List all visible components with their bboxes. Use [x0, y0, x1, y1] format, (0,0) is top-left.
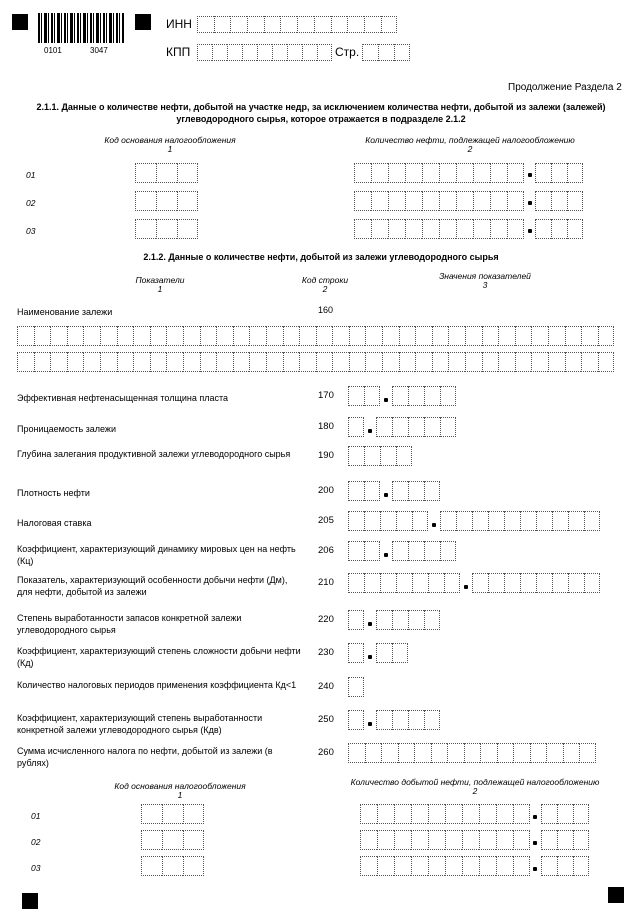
- decimal-point: [528, 201, 532, 205]
- field-170-dec[interactable]: [392, 386, 456, 406]
- bottom-base-code-field[interactable]: [141, 856, 204, 876]
- barcode-number-left: 0101: [44, 46, 62, 55]
- continuation-label: Продолжение Раздела 2: [508, 82, 622, 93]
- field-210-dec[interactable]: [472, 573, 600, 593]
- row-label: Степень выработанности запасов конкретной залежи углеводородного сырья: [17, 613, 242, 635]
- field-170-int[interactable]: [348, 386, 380, 406]
- row-label: Сумма исчисленного налога по нефти, добытой из залежи (в рублях): [17, 746, 273, 768]
- bottom-quantity-int-field[interactable]: [360, 856, 530, 876]
- col-indicators-header: Показатели: [135, 275, 185, 285]
- decimal-point: [464, 585, 468, 589]
- bottom-col2-header: Количество добытой нефти, подлежащей налогообложению: [350, 777, 600, 787]
- section-211-base-code-field[interactable]: [135, 163, 198, 183]
- row-label: Глубина залегания продуктивной залежи углеводородного сырья: [17, 449, 291, 459]
- field-230-dec[interactable]: [376, 643, 408, 663]
- section-211-title: 2.1.1. Данные о количестве нефти, добытой на участке недр, за исключением количества нефти, добытой из залежи (залежей) углеводородного сырья, которое отражается в подразделе 2.1.2: [36, 102, 606, 124]
- field-240[interactable]: [348, 677, 364, 697]
- section-211-quantity-int-field[interactable]: [354, 163, 524, 183]
- section-211-base-code-field[interactable]: [135, 219, 198, 239]
- kpp-label: КПП: [166, 45, 191, 59]
- row-code: 206: [318, 545, 334, 556]
- decimal-point: [384, 493, 388, 497]
- deposit-name-field-line2[interactable]: [17, 352, 614, 372]
- section-211-quantity-dec-field[interactable]: [535, 163, 583, 183]
- kpp-field[interactable]: [197, 44, 332, 61]
- row-code: 200: [318, 485, 334, 496]
- row-label: Количество налоговых периодов применения коэффициента Кд<1: [17, 680, 297, 690]
- field-230-int[interactable]: [348, 643, 364, 663]
- deposit-name-code: 160: [318, 305, 334, 315]
- section-211-quantity-int-field[interactable]: [354, 219, 524, 239]
- section-211-quantity-int-field[interactable]: [354, 191, 524, 211]
- bottom-quantity-dec-field[interactable]: [541, 830, 589, 850]
- field-200-int[interactable]: [348, 481, 380, 501]
- row-code: 260: [318, 747, 334, 758]
- decimal-point: [368, 722, 372, 726]
- barcode-number-right: 3047: [90, 46, 108, 55]
- field-250-int[interactable]: [348, 710, 364, 730]
- section-211-row-code: 01: [26, 170, 36, 180]
- section-211-col2-num: 2: [467, 144, 473, 154]
- section-211-row-code: 03: [26, 226, 36, 236]
- field-180-int[interactable]: [348, 417, 364, 437]
- corner-marker-bottom-right: [608, 887, 624, 903]
- row-code: 250: [318, 714, 334, 725]
- section-211-col2-header: Количество нефти, подлежащей налогообложению: [365, 135, 575, 145]
- row-label: Эффективная нефтенасыщенная толщина пласта: [17, 393, 229, 403]
- col-code-num: 2: [322, 284, 328, 294]
- bottom-base-code-field[interactable]: [141, 830, 204, 850]
- field-210-int[interactable]: [348, 573, 460, 593]
- row-label: Показатель, характеризующий особенности добычи нефти (Дм), для нефти, добытой из залежи: [17, 575, 288, 597]
- field-206-dec[interactable]: [392, 541, 456, 561]
- section-211-col1-header: Код основания налогообложения: [104, 135, 236, 145]
- page-number-field[interactable]: [362, 44, 410, 61]
- bottom-col1-num: 1: [177, 790, 183, 800]
- field-180-dec[interactable]: [376, 417, 456, 437]
- bottom-quantity-int-field[interactable]: [360, 804, 530, 824]
- bottom-row-code: 02: [31, 837, 41, 847]
- deposit-name-label: Наименование залежи: [17, 307, 113, 317]
- deposit-name-field-line1[interactable]: [17, 326, 614, 346]
- field-220-dec[interactable]: [376, 610, 440, 630]
- corner-marker-top-middle: [135, 14, 151, 30]
- field-220-int[interactable]: [348, 610, 364, 630]
- col-values-num: 3: [482, 280, 488, 290]
- field-205-dec[interactable]: [440, 511, 600, 531]
- decimal-point: [533, 815, 537, 819]
- bottom-row-code: 03: [31, 863, 41, 873]
- decimal-point: [368, 429, 372, 433]
- field-250-dec[interactable]: [376, 710, 440, 730]
- field-205-int[interactable]: [348, 511, 428, 531]
- inn-field[interactable]: [197, 16, 397, 33]
- bottom-quantity-dec-field[interactable]: [541, 856, 589, 876]
- barcode: [38, 13, 124, 53]
- row-code: 180: [318, 421, 334, 432]
- corner-marker-bottom-left: [22, 893, 38, 909]
- decimal-point: [533, 841, 537, 845]
- row-code: 170: [318, 390, 334, 401]
- row-code: 210: [318, 577, 334, 588]
- row-label: Проницаемость залежи: [17, 424, 116, 434]
- col-indicators-num: 1: [157, 284, 163, 294]
- page-label: Стр.: [335, 45, 360, 59]
- barcode-bars: [38, 13, 124, 43]
- bottom-row-code: 01: [31, 811, 41, 821]
- bottom-quantity-dec-field[interactable]: [541, 804, 589, 824]
- col-values-header: Значения показателей: [439, 271, 531, 281]
- field-260[interactable]: [348, 743, 596, 763]
- row-code: 240: [318, 681, 334, 692]
- bottom-quantity-int-field[interactable]: [360, 830, 530, 850]
- section-212-title: 2.1.2. Данные о количестве нефти, добытой из залежи углеводородного сырья: [143, 252, 499, 262]
- row-label: Коэффициент, характеризующий степень сложности добычи нефти (Кд): [17, 646, 301, 668]
- row-code: 230: [318, 647, 334, 658]
- decimal-point: [384, 398, 388, 402]
- section-211-base-code-field[interactable]: [135, 191, 198, 211]
- row-label: Коэффициент, характеризующий степень выработанности конкретной залежи углеводородного сырья (Кдв): [17, 713, 263, 735]
- section-211-row-code: 02: [26, 198, 36, 208]
- inn-label: ИНН: [166, 17, 192, 31]
- section-211-col1-num: 1: [167, 144, 173, 154]
- row-label: Налоговая ставка: [17, 518, 92, 528]
- section-211-quantity-dec-field[interactable]: [535, 191, 583, 211]
- decimal-point: [384, 553, 388, 557]
- decimal-point: [368, 622, 372, 626]
- bottom-col1-header: Код основания налогообложения: [114, 781, 246, 791]
- field-206-int[interactable]: [348, 541, 380, 561]
- bottom-col2-num: 2: [472, 786, 478, 796]
- field-200-dec[interactable]: [392, 481, 440, 501]
- col-code-header: Код строки: [301, 275, 349, 285]
- decimal-point: [528, 173, 532, 177]
- row-label: Плотность нефти: [17, 488, 90, 498]
- row-code: 205: [318, 515, 334, 526]
- section-211-quantity-dec-field[interactable]: [535, 219, 583, 239]
- bottom-base-code-field[interactable]: [141, 804, 204, 824]
- row-code: 220: [318, 614, 334, 625]
- field-190[interactable]: [348, 446, 412, 466]
- decimal-point: [533, 867, 537, 871]
- row-code: 190: [318, 450, 334, 461]
- row-label: Коэффициент, характеризующий динамику мировых цен на нефть (Кц): [17, 544, 296, 566]
- decimal-point: [528, 229, 532, 233]
- decimal-point: [432, 523, 436, 527]
- decimal-point: [368, 655, 372, 659]
- corner-marker-top-left: [12, 14, 28, 30]
